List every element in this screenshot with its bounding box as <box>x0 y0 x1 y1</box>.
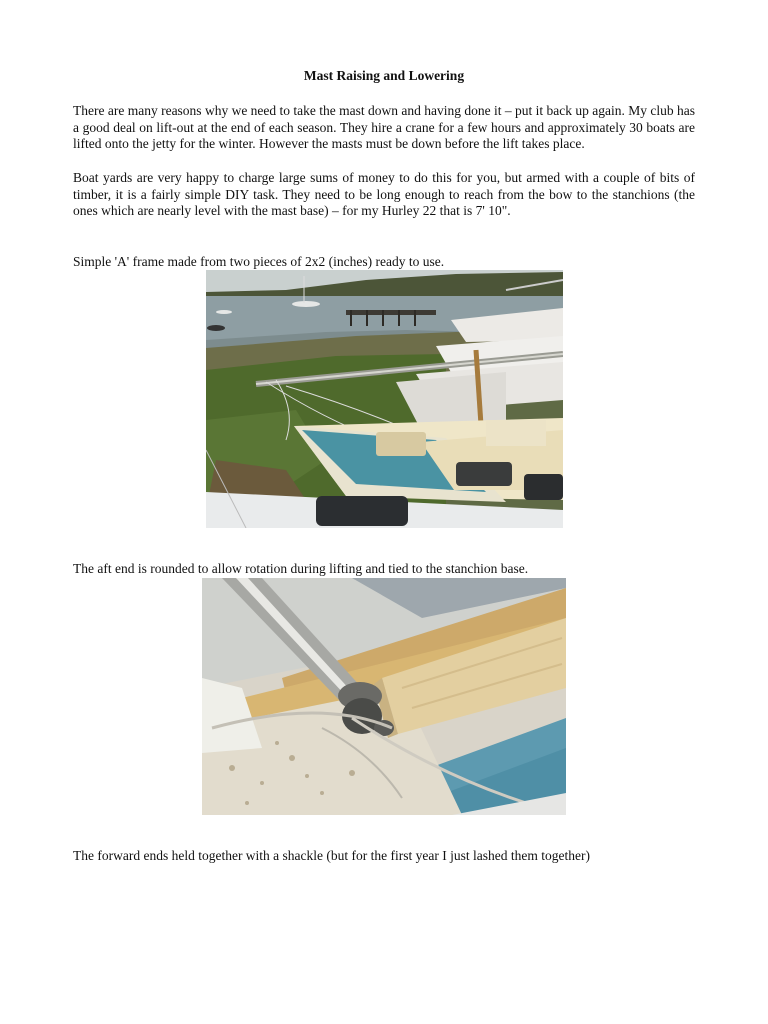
document-title: Mast Raising and Lowering <box>303 68 465 83</box>
intro-paragraph: There are many reasons why we need to take the mast down and having done it – put it back up again. My club has a good deal on lift-out at the end of each season. They hire a crane for a few hours and approximately 30 boats are lifted onto the jetty for the winter. However the masts must be down before the lift takes place. <box>73 103 695 151</box>
a-frame-caption: Simple 'A' frame made from two pieces of 2x2 (inches) ready to use. <box>73 254 445 269</box>
stanchion-base-photo <box>202 578 566 815</box>
aft-end-caption: The aft end is rounded to allow rotation during lifting and tied to the stanchion base. <box>73 561 529 576</box>
boatyard-paragraph: Boat yards are very happy to charge large sums of money to do this for you, but armed with a couple of bits of timber, it is a fairly simple DIY task. They need to be long enough to reach from the bow to the stanchions (the ones which are nearly level with the mast base) – for my Hurley 22 that is 7' 10". <box>73 170 695 218</box>
a-frame-photo <box>206 270 563 528</box>
forward-ends-caption: The forward ends held together with a shackle (but for the first year I just lashed them together) <box>73 848 590 863</box>
